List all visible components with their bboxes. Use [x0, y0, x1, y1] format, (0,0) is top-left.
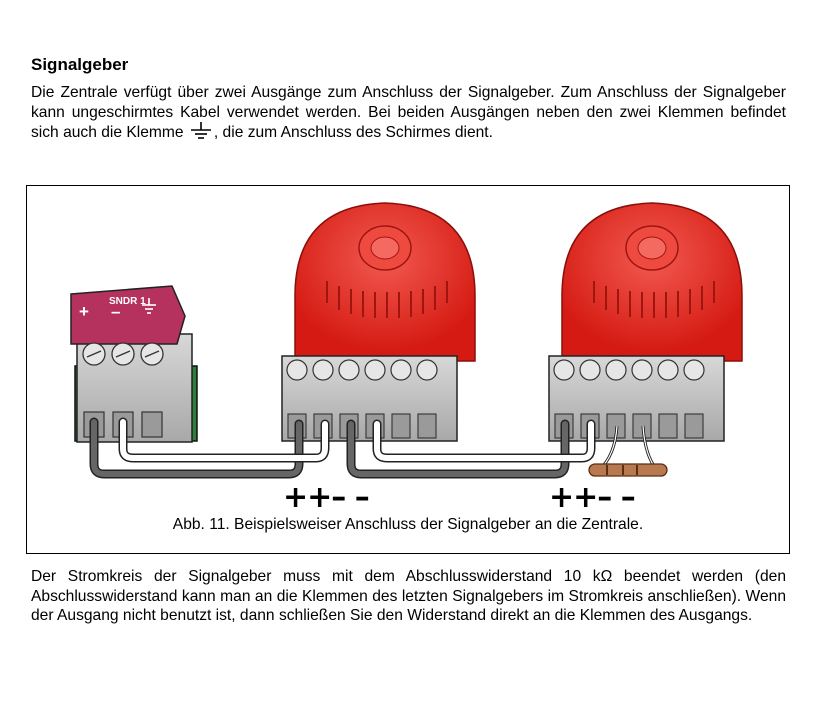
intro-text-part1: Die Zentrale verfügt über zwei Ausgänge zum Anschluss der Signalgeber. Zum Anschluss der Signalgeber kann ungeschirmtes Kabel verwendet werden. Bei beiden Ausgängen neben den zwei Klemmen befindet sich auch die Klemme	[31, 84, 786, 141]
module-minus-sign: –	[111, 302, 121, 321]
ground-terminal-icon	[190, 122, 212, 140]
module-label: SNDR 1	[109, 296, 146, 307]
intro-paragraph	[31, 83, 786, 143]
module-plus-sign: +	[79, 302, 89, 321]
siren-1	[282, 203, 475, 441]
module-screws	[83, 343, 163, 365]
polarity-label-siren-2: ++– –	[549, 480, 635, 515]
wiring-figure	[26, 185, 790, 554]
intro-text-part2: , die zum Anschluss des Schirmes dient.	[213, 124, 493, 141]
figure-caption: Abb. 11. Beispielsweiser Anschluss der Signalgeber an die Zentrale.	[172, 516, 644, 533]
siren-2	[549, 203, 742, 441]
section-heading: Signalgeber	[31, 55, 129, 74]
resistor-body	[589, 464, 667, 476]
panel-output-module	[71, 286, 197, 442]
polarity-label-siren-1: ++– –	[283, 480, 369, 515]
outro-paragraph: Der Stromkreis der Signalgeber muss mit dem Abschlusswiderstand 10 kΩ beendet werden (den Abschlusswiderstand kann man an die Klemmen des letzten Signalgebers im Stromkreis anschließen). Wenn der Ausgang nicht benutzt ist, dann schließen Sie den Widerstand direkt an die Klemmen des Ausgangs.	[31, 568, 786, 624]
wiring-diagram	[27, 186, 789, 553]
